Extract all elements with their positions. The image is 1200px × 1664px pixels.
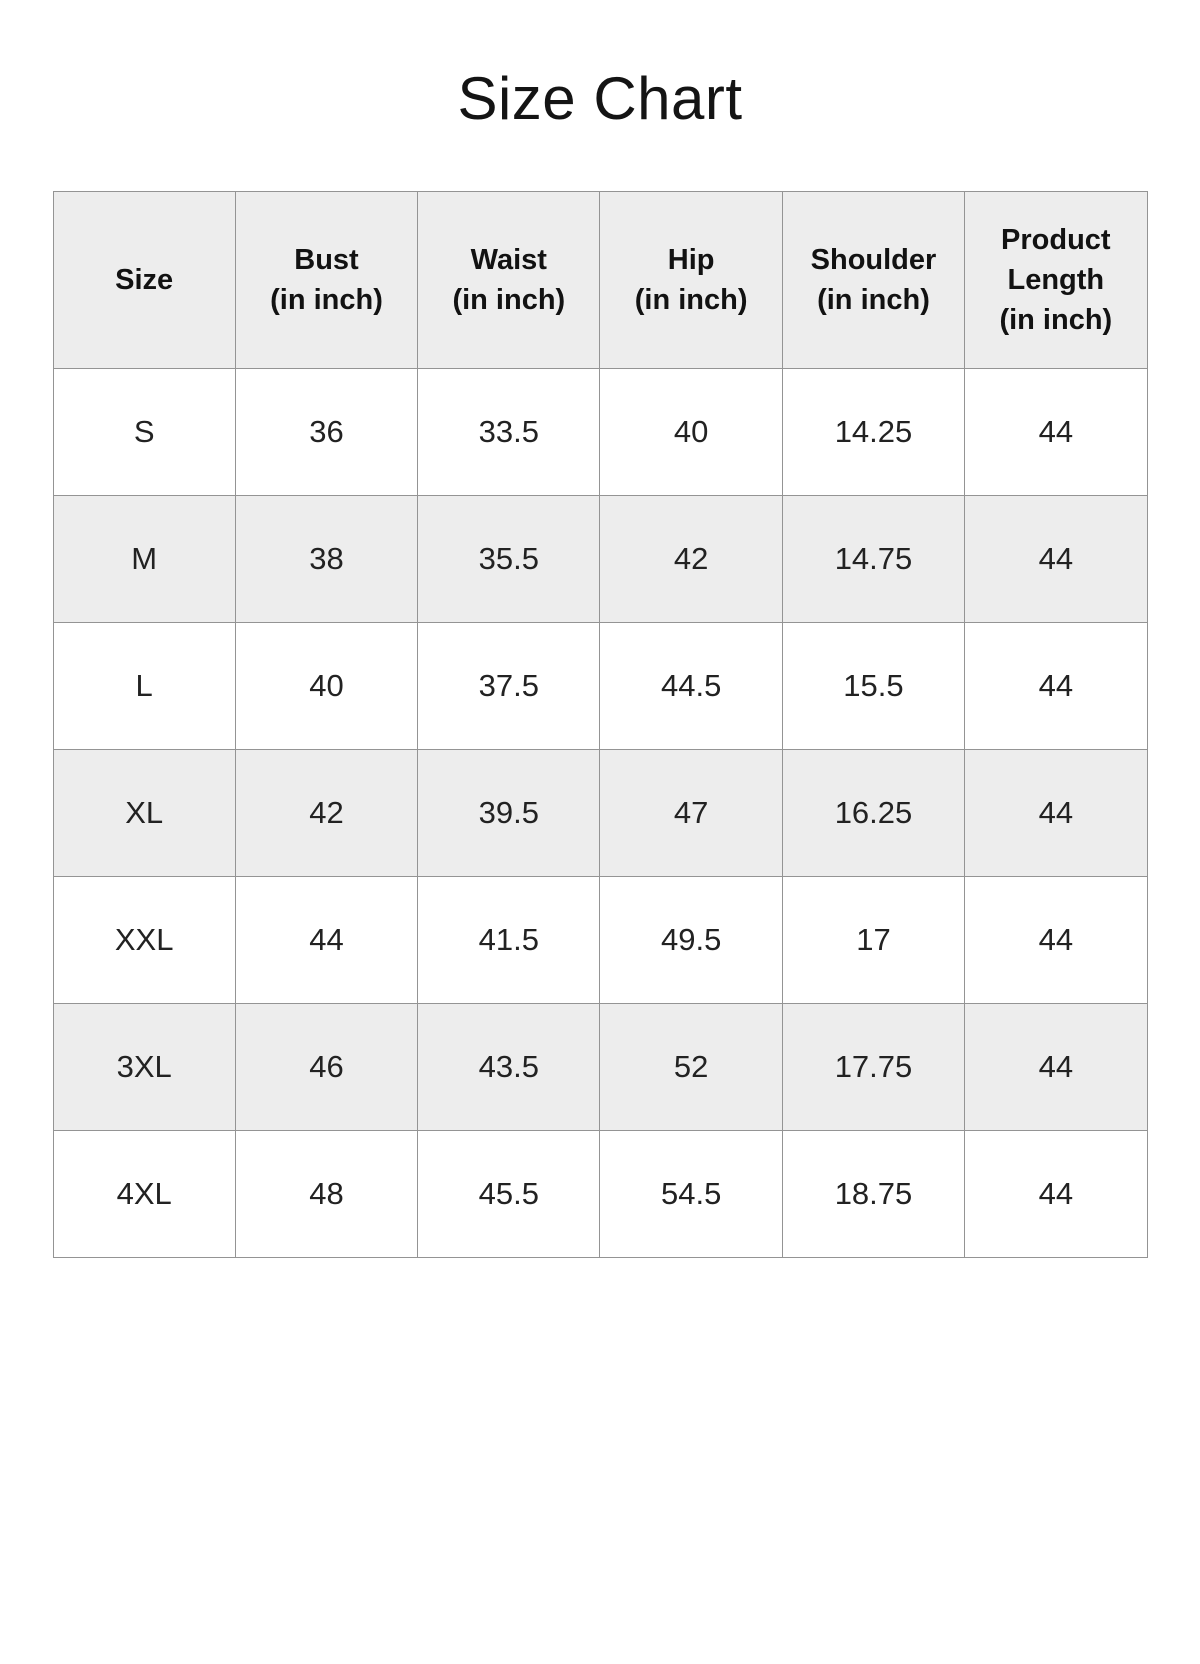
value-cell: 40 <box>235 623 417 750</box>
column-unit: (in inch) <box>634 284 748 316</box>
size-chart-page <box>0 64 1200 1664</box>
column-header-waist <box>418 192 600 369</box>
table-row-l <box>53 623 1147 750</box>
size-cell: L <box>53 623 235 750</box>
value-cell: 39.5 <box>418 750 600 877</box>
value-cell: 41.5 <box>418 877 600 1004</box>
table-row-m <box>53 496 1147 623</box>
column-unit: (in inch) <box>817 284 930 316</box>
value-cell: 44 <box>965 750 1147 877</box>
size-cell: 3XL <box>53 1004 235 1131</box>
value-cell: 18.75 <box>782 1131 964 1258</box>
column-header-product-length <box>965 192 1147 369</box>
page-title: Size Chart <box>457 65 743 132</box>
column-label: Hip <box>667 243 715 276</box>
column-header-hip <box>600 192 782 369</box>
table-header <box>53 192 1147 369</box>
value-cell: 38 <box>235 496 417 623</box>
value-cell: 44 <box>965 877 1147 1004</box>
table-row-xl <box>53 750 1147 877</box>
size-cell: S <box>53 369 235 496</box>
value-cell: 17.75 <box>782 1004 964 1131</box>
table-row-3xl <box>53 1004 1147 1131</box>
column-label: Product Length <box>1001 223 1111 296</box>
table-row-4xl <box>53 1131 1147 1258</box>
value-cell: 44 <box>965 1004 1147 1131</box>
column-label: Shoulder <box>810 243 937 276</box>
value-cell: 42 <box>235 750 417 877</box>
column-label: Bust <box>294 243 359 276</box>
header-row <box>53 192 1147 369</box>
size-cell: XL <box>53 750 235 877</box>
size-cell: 4XL <box>53 1131 235 1258</box>
column-label: Waist <box>470 243 547 276</box>
value-cell: 45.5 <box>418 1131 600 1258</box>
value-cell: 15.5 <box>782 623 964 750</box>
column-unit: (in inch) <box>999 304 1113 336</box>
table-body <box>53 369 1147 1258</box>
value-cell: 52 <box>600 1004 782 1131</box>
size-chart-table <box>53 191 1148 1258</box>
value-cell: 14.25 <box>782 369 964 496</box>
value-cell: 44 <box>965 623 1147 750</box>
table-row-s <box>53 369 1147 496</box>
column-header-bust <box>235 192 417 369</box>
size-cell: M <box>53 496 235 623</box>
value-cell: 46 <box>235 1004 417 1131</box>
size-cell: XXL <box>53 877 235 1004</box>
column-header-size <box>53 192 235 369</box>
column-unit: (in inch) <box>270 284 383 316</box>
value-cell: 44 <box>235 877 417 1004</box>
value-cell: 49.5 <box>600 877 782 1004</box>
value-cell: 33.5 <box>418 369 600 496</box>
value-cell: 37.5 <box>418 623 600 750</box>
table-row-xxl <box>53 877 1147 1004</box>
value-cell: 44 <box>965 496 1147 623</box>
column-label: Size <box>115 263 174 296</box>
value-cell: 17 <box>782 877 964 1004</box>
value-cell: 43.5 <box>418 1004 600 1131</box>
value-cell: 48 <box>235 1131 417 1258</box>
value-cell: 40 <box>600 369 782 496</box>
column-unit: (in inch) <box>452 284 566 316</box>
value-cell: 44 <box>965 369 1147 496</box>
value-cell: 36 <box>235 369 417 496</box>
value-cell: 54.5 <box>600 1131 782 1258</box>
value-cell: 42 <box>600 496 782 623</box>
value-cell: 44 <box>965 1131 1147 1258</box>
value-cell: 35.5 <box>418 496 600 623</box>
value-cell: 16.25 <box>782 750 964 877</box>
column-header-shoulder <box>782 192 964 369</box>
value-cell: 14.75 <box>782 496 964 623</box>
value-cell: 44.5 <box>600 623 782 750</box>
value-cell: 47 <box>600 750 782 877</box>
